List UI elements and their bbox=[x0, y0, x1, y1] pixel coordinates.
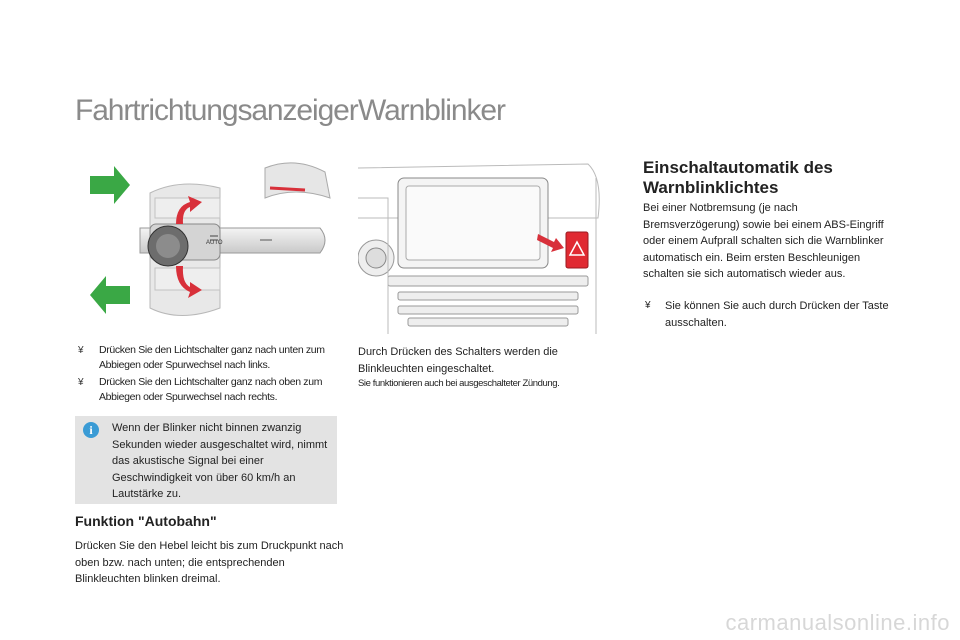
auto-label: AUTO bbox=[206, 240, 223, 246]
autobahn-text: Drücken Sie den Hebel leicht bis zum Druckpunkt nach oben bzw. nach unten; die entsprechenden Blinkleuchten blinken dreimal. bbox=[75, 540, 344, 585]
watermark: carmanualsonline.info bbox=[725, 610, 950, 635]
hazard-note: Sie funktionieren auch bei ausgeschalteter Zündung. bbox=[358, 378, 560, 389]
heading-turn-signal: Fahrtrichtungsanzeiger bbox=[75, 94, 358, 127]
autobahn-title: Funktion "Autobahn" bbox=[75, 513, 217, 529]
bullet-down: ¥ Drücken Sie den Lichtschalter ganz nach unten zum Abbiegen oder Spurwechsel nach links. bbox=[78, 344, 325, 371]
hazard-text: Durch Drücken des Schalters werden die Blinkleuchten eingeschaltet. bbox=[358, 346, 558, 375]
heading-hazard: Warnblinker bbox=[358, 94, 505, 127]
dashboard-illustration bbox=[358, 158, 620, 334]
auto-hazard-text: Bei einer Notbremsung (je nach Bremsverzögerung) sowie bei einem ABS-Eingriff oder einem Aufprall schalten sich die Warnblinker automatisch ein. Beim ersten Beschleunigen schalten sie sich automatisch wieder aus. bbox=[643, 202, 884, 280]
turn-signal-bullets bbox=[75, 343, 345, 407]
bullet-up: ¥ Drücken Sie den Lichtschalter ganz nach oben zum Abbiegen oder Spurwechsel nach rechts. bbox=[78, 376, 323, 403]
stalk-illustration bbox=[80, 158, 337, 334]
right-arrow-icon bbox=[90, 166, 130, 204]
auto-hazard-bullet: ¥ Sie können Sie auch durch Drücken der Taste ausschalten. bbox=[645, 300, 889, 329]
info-text: Wenn der Blinker nicht binnen zwanzig Sekunden wieder ausgeschaltet wird, nimmt das akustische Signal bei einer Geschwindigkeit von über 60 km/h an Lautstärke zu. bbox=[112, 422, 328, 500]
auto-hazard-title: Einschaltautomatik des Warnblinklichtes bbox=[643, 158, 833, 197]
left-arrow-icon bbox=[90, 276, 130, 314]
info-icon: i bbox=[83, 422, 99, 438]
info-box bbox=[75, 416, 337, 504]
